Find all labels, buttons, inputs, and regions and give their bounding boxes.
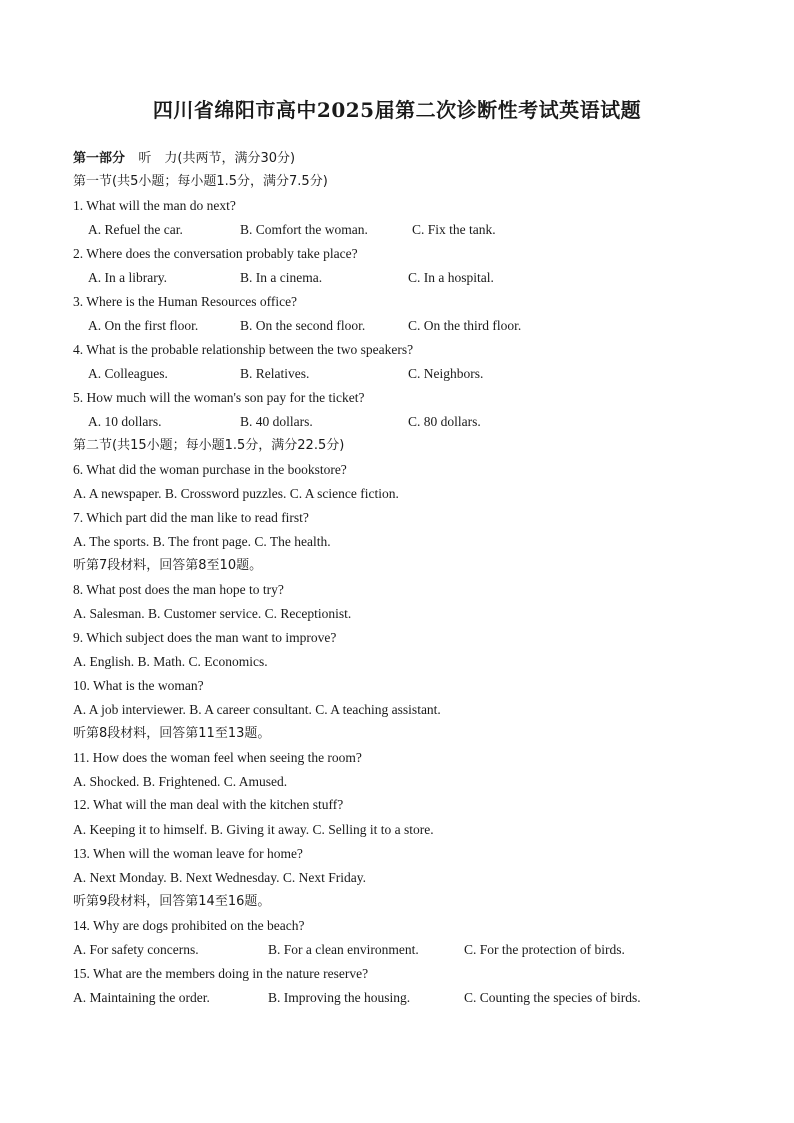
material-7-instruction: 听第7段材料，回答第8至10题。 [73,558,263,573]
q2-option-c: C. In a hospital. [408,270,494,285]
q4-option-a: A. Colleagues. [88,366,168,381]
q5-option-a: A. 10 dollars. [88,414,162,429]
part1-header [73,150,295,167]
q14-option-a: A. For safety concerns. [73,942,199,957]
section2-heading: 第二节(共15小题；每小题1.5分，满分22.5分) [73,438,345,453]
q4-option-b: B. Relatives. [240,366,310,381]
page-title: 四川省绵阳市高中2025届第二次诊断性考试英语试题 [152,98,642,122]
q3-stem: 3. Where is the Human Resources office? [73,294,298,309]
q4-option-c: C. Neighbors. [408,366,484,381]
q1-stem: 1. What will the man do next? [73,198,236,213]
q7-stem: 7. Which part did the man like to read first? [73,510,309,525]
q15-stem: 15. What are the members doing in the nature reserve? [73,966,369,981]
q11-options: A. Shocked. B. Frightened. C. Amused. [73,774,288,789]
q15-option-b: B. Improving the housing. [268,990,411,1005]
q13-stem: 13. When will the woman leave for home? [73,846,303,861]
q9-stem: 9. Which subject does the man want to improve? [73,630,337,645]
q3-option-c: C. On the third floor. [408,318,522,333]
q12-options: A. Keeping it to himself. B. Giving it away. C. Selling it to a store. [73,822,434,837]
q13-options: A. Next Monday. B. Next Wednesday. C. Next Friday. [73,870,366,885]
q3-option-a: A. On the first floor. [88,318,199,333]
q4-stem: 4. What is the probable relationship between the two speakers? [73,342,414,357]
q14-option-b: B. For a clean environment. [268,942,419,957]
material-8-instruction: 听第8段材料，回答第11至13题。 [73,726,271,741]
section1-heading: 第一节(共5小题；每小题1.5分，满分7.5分) [73,174,328,189]
q8-stem: 8. What post does the man hope to try? [73,582,284,597]
q1-option-b: B. Comfort the woman. [240,222,368,237]
q2-option-b: B. In a cinema. [240,270,323,285]
q5-stem: 5. How much will the woman's son pay for the ticket? [73,390,365,405]
part1-heading: 第一部分 [73,151,126,166]
q6-stem: 6. What did the woman purchase in the bookstore? [73,462,347,477]
q9-options: A. English. B. Math. C. Economics. [73,654,268,669]
part1-name: 听 力(共两节，满分30分) [138,151,296,166]
q2-stem: 2. Where does the conversation probably take place? [73,246,358,261]
q1-option-c: C. Fix the tank. [412,222,496,237]
q14-option-c: C. For the protection of birds. [464,942,625,957]
q6-options: A. A newspaper. B. Crossword puzzles. C. A science fiction. [73,486,399,501]
q10-options: A. A job interviewer. B. A career consultant. C. A teaching assistant. [73,702,441,717]
q3-option-b: B. On the second floor. [240,318,366,333]
q2-option-a: A. In a library. [88,270,167,285]
q15-option-c: C. Counting the species of birds. [464,990,641,1005]
q7-options: A. The sports. B. The front page. C. The health. [73,534,331,549]
q5-option-b: B. 40 dollars. [240,414,313,429]
q8-options: A. Salesman. B. Customer service. C. Receptionist. [73,606,352,621]
q5-option-c: C. 80 dollars. [408,414,481,429]
q11-stem: 11. How does the woman feel when seeing the room? [73,750,362,765]
material-9-instruction: 听第9段材料，回答第14至16题。 [73,894,271,909]
q15-option-a: A. Maintaining the order. [73,990,210,1005]
q12-stem: 12. What will the man deal with the kitchen stuff? [73,797,344,812]
q1-option-a: A. Refuel the car. [88,222,183,237]
q14-stem: 14. Why are dogs prohibited on the beach? [73,918,305,933]
q10-stem: 10. What is the woman? [73,678,204,693]
